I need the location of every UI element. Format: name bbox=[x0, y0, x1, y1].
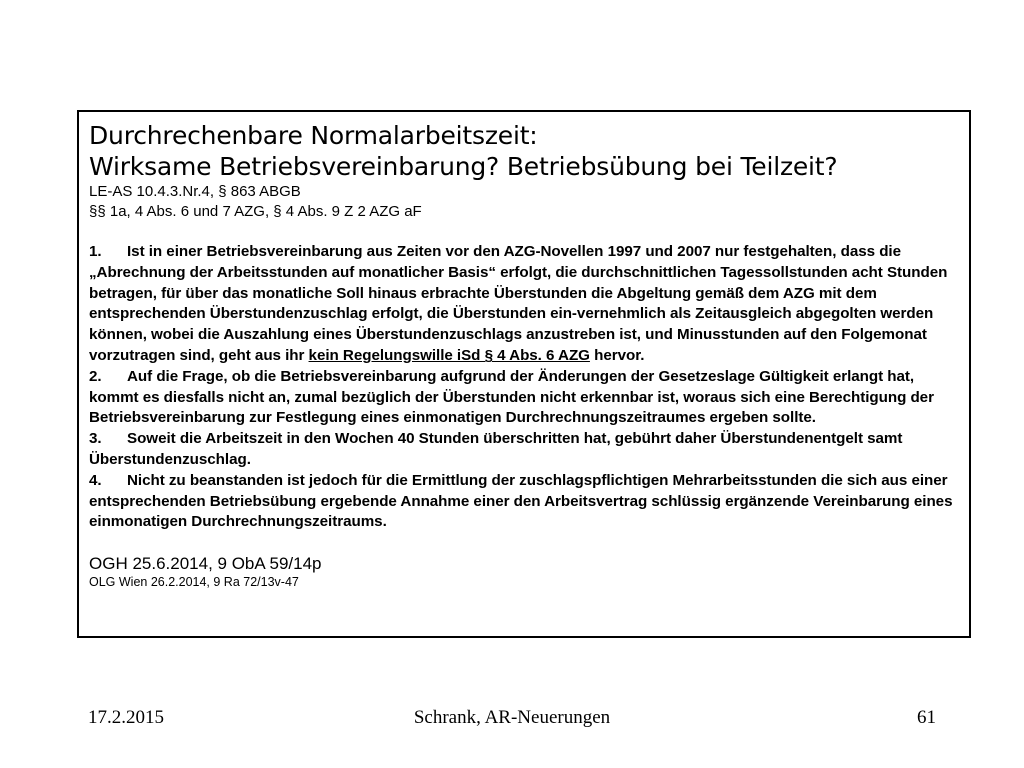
court-citation-olg: OLG Wien 26.2.2014, 9 Ra 72/13v-47 bbox=[89, 575, 299, 590]
slide-title-line-1: Durchrechenbare Normalarbeitszeit: bbox=[89, 121, 538, 150]
paragraph-4 bbox=[89, 471, 959, 533]
paragraph-1 bbox=[89, 242, 959, 367]
paragraph-text: Auf die Frage, ob die Betriebsvereinbarung aufgrund der Änderungen der Gesetzeslage Gültigkeit erlangt hat, kommt es diesfalls nicht an, zumal bezüglich der Überstunden nicht erkennbar ist, woraus sich eine Berechtigung der Betriebsvereinbarung zur Festlegung eines einmonatigen Durchrechnungszeitraumes ergeben sollte. bbox=[89, 367, 934, 427]
legal-reference-2: §§ 1a, 4 Abs. 6 und 7 AZG, § 4 Abs. 9 Z 2 AZG aF bbox=[89, 203, 422, 220]
paragraph-number: 4. bbox=[89, 471, 102, 489]
paragraph-text: Ist in einer Betriebsvereinbarung aus Zeiten vor den AZG-Novellen 1997 und 2007 nur festgehalten, dass die „Abrechnung der Arbeitsstunden auf monatlicher Basis“ erfolgt, die durchschnittlichen Tagessollstunden acht Stunden betragen, für über das monatliche Soll hinaus erbrachte Überstunden die Abgeltung gemäß dem AZG mit dem entsprechenden Überstundenzuschlag erfolgt, die Überstunden ein-vernehmlich als Zeitausgleich abgegolten werden können, wobei die Auszahlung eines Überstundenzuschlags anzustreben ist, und Minusstunden auf den Folgemonat vorzutragen sind, geht aus ihr bbox=[89, 243, 948, 364]
paragraph-3 bbox=[89, 429, 959, 471]
paragraph-number: 1. bbox=[89, 243, 102, 260]
paragraph-number: 3. bbox=[89, 430, 102, 448]
legal-reference-1: LE-AS 10.4.3.Nr.4, § 863 ABGB bbox=[89, 183, 301, 200]
court-citation-ogh: OGH 25.6.2014, 9 ObA 59/14p bbox=[89, 554, 322, 574]
underlined-phrase: kein Regelungswille iSd § 4 Abs. 6 AZG bbox=[308, 346, 590, 364]
paragraph-text-end: hervor. bbox=[589, 346, 645, 364]
footer-title: Schrank, AR-Neuerungen bbox=[413, 707, 611, 728]
paragraph-2 bbox=[89, 367, 959, 429]
slide-title-line-2: Wirksame Betriebsvereinbarung? Betriebsübung bei Teilzeit? bbox=[89, 152, 838, 181]
paragraph-text: Soweit die Arbeitszeit in den Wochen 40 Stunden überschritten hat, gebührt daher Überstundenentgelt samt Überstundenzuschlag. bbox=[89, 430, 903, 468]
spacer bbox=[89, 533, 959, 553]
paragraph-text: Nicht zu beanstanden ist jedoch für die Ermittlung der zuschlagspflichtigen Mehrarbeitsstunden die sich aus einer entsprechenden Betriebsübung ergebende Annahme einer den Arbeitsvertrag schlüssig ergänzende Vereinbarung eines einmonatigen Durchrechnungszeitraums. bbox=[89, 471, 953, 531]
content-box bbox=[77, 110, 971, 638]
paragraph-number: 2. bbox=[89, 367, 102, 385]
footer-date: 17.2.2015 bbox=[88, 707, 164, 728]
footer-page-number: 61 bbox=[917, 707, 936, 728]
spacer bbox=[89, 222, 959, 242]
